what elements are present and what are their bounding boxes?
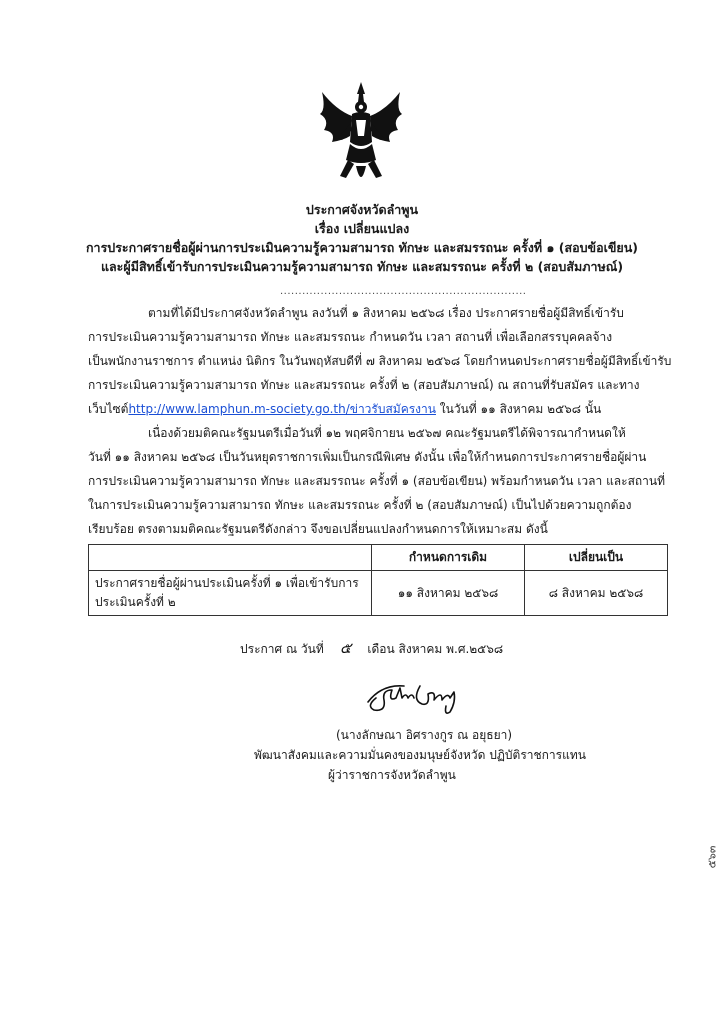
paragraph-2-line-4: ในการประเมินความรู้ความสามารถ ทักษะ และสมรรถนะ ครั้งที่ ๒ (สอบสัมภาษณ์) เป็นไปด้วยความถูกต้อง bbox=[88, 498, 632, 512]
schedule-table bbox=[88, 544, 668, 616]
table-header-row bbox=[89, 545, 668, 571]
website-prefix: เว็บไซต์ bbox=[88, 402, 129, 416]
margin-page-mark: ๕๖๓ bbox=[705, 845, 719, 869]
website-link[interactable]: http://www.lamphun.m-society.go.th/ข่าวรับสมัครงาน bbox=[128, 402, 436, 416]
paragraph-1-line-5 bbox=[88, 400, 601, 419]
title-line-1: การประกาศรายชื่อผู้ผ่านการประเมินความรู้ความสามารถ ทักษะ และสมรรถนะ ครั้งที่ ๑ (สอบข้อเขียน) bbox=[85, 240, 638, 255]
title-line-2: และผู้มีสิทธิ์เข้ารับการประเมินความรู้ความสามารถ ทักษะ และสมรรถนะ ครั้งที่ ๒ (สอบสัมภาษณ์) bbox=[100, 259, 624, 274]
table-cell-item bbox=[89, 571, 372, 616]
signatory-position-1: พัฒนาสังคมและความมั่นคงของมนุษย์จังหวัด ปฏิบัติราชการแทน bbox=[254, 748, 586, 762]
paragraph-2-line-5: เรียบร้อย ตรงตามมติคณะรัฐมนตรีดังกล่าว จึงขอเปลี่ยนแปลงกำหนดการให้เหมาะสม ดังนี้ bbox=[88, 522, 548, 536]
paragraph-2-line-3: การประเมินความรู้ความสามารถ ทักษะ และสมรรถนะ ครั้งที่ ๑ (สอบข้อเขียน) พร้อมกำหนดวัน เวลา และสถานที่ bbox=[88, 474, 666, 488]
table-item-line-1: ประกาศรายชื่อผู้ผ่านประเมินครั้งที่ ๑ เพื่อเข้ารับการ bbox=[95, 576, 359, 590]
announce-prefix: ประกาศ ณ วันที่ bbox=[240, 642, 324, 656]
paragraph-2-line-1: เนื่องด้วยมติคณะรัฐมนตรีเมื่อวันที่ ๑๒ พฤศจิกายน ๒๕๖๗ คณะรัฐมนตรีได้พิจารณากำหนดให้ bbox=[148, 426, 626, 440]
table-header-item bbox=[89, 545, 372, 571]
paragraph-1-line-2: การประเมินความรู้ความสามารถ ทักษะ และสมรรถนะ กำหนดวัน เวลา สถานที่ เพื่อเลือกสรรบุคคลจ้าง bbox=[88, 330, 613, 344]
announce-date bbox=[240, 636, 503, 660]
signatory-position-2: ผู้ว่าราชการจังหวัดลำพูน bbox=[328, 768, 456, 782]
table-header-changed: เปลี่ยนเป็น bbox=[525, 545, 668, 571]
garuda-emblem bbox=[316, 80, 406, 190]
announce-day-handwritten: ๕ bbox=[339, 639, 352, 657]
table-cell-changed: ๘ สิงหาคม ๒๕๖๘ bbox=[525, 571, 668, 616]
handwritten-signature bbox=[362, 676, 472, 716]
subject-line: เรื่อง เปลี่ยนแปลง bbox=[314, 221, 410, 236]
paragraph-1-line-4: การประเมินความรู้ความสามารถ ทักษะ และสมรรถนะ ครั้งที่ ๒ (สอบสัมภาษณ์) ณ สถานที่รับสมัคร และทาง bbox=[88, 378, 640, 392]
header-divider: ................................................................... bbox=[280, 286, 527, 297]
paragraph-1-line-1: ตามที่ได้มีประกาศจังหวัดลำพูน ลงวันที่ ๑ สิงหาคม ๒๕๖๘ เรื่อง ประกาศรายชื่อผู้มีสิทธิ์เข้ารับ bbox=[148, 306, 624, 320]
table-cell-original: ๑๑ สิงหาคม ๒๕๖๘ bbox=[372, 571, 525, 616]
org-title: ประกาศจังหวัดลำพูน bbox=[305, 202, 419, 217]
announce-suffix: เดือน สิงหาคม พ.ศ.๒๕๖๘ bbox=[367, 642, 504, 656]
paragraph-2-line-2: วันที่ ๑๑ สิงหาคม ๒๕๖๘ เป็นวันหยุดราชการเพิ่มเป็นกรณีพิเศษ ดังนั้น เพื่อให้กำหนดการประกาศรายชื่อผู้ผ่าน bbox=[88, 450, 647, 464]
signatory-name: (นางลักษณา อิศรางกูร ณ อยุธยา) bbox=[336, 728, 513, 742]
paragraph-1-line-3: เป็นพนักงานราชการ ตำแหน่ง นิติกร ในวันพฤหัสบดีที่ ๗ สิงหาคม ๒๕๖๘ โดยกำหนดประกาศรายชื่อผู้มีสิทธิ์เข้ารับ bbox=[88, 354, 672, 368]
table-item-line-2: ประเมินครั้งที่ ๒ bbox=[95, 595, 176, 609]
website-suffix: ในวันที่ ๑๑ สิงหาคม ๒๕๖๘ นั้น bbox=[435, 402, 602, 416]
table-row bbox=[89, 571, 668, 616]
table-header-original: กำหนดการเดิม bbox=[372, 545, 525, 571]
